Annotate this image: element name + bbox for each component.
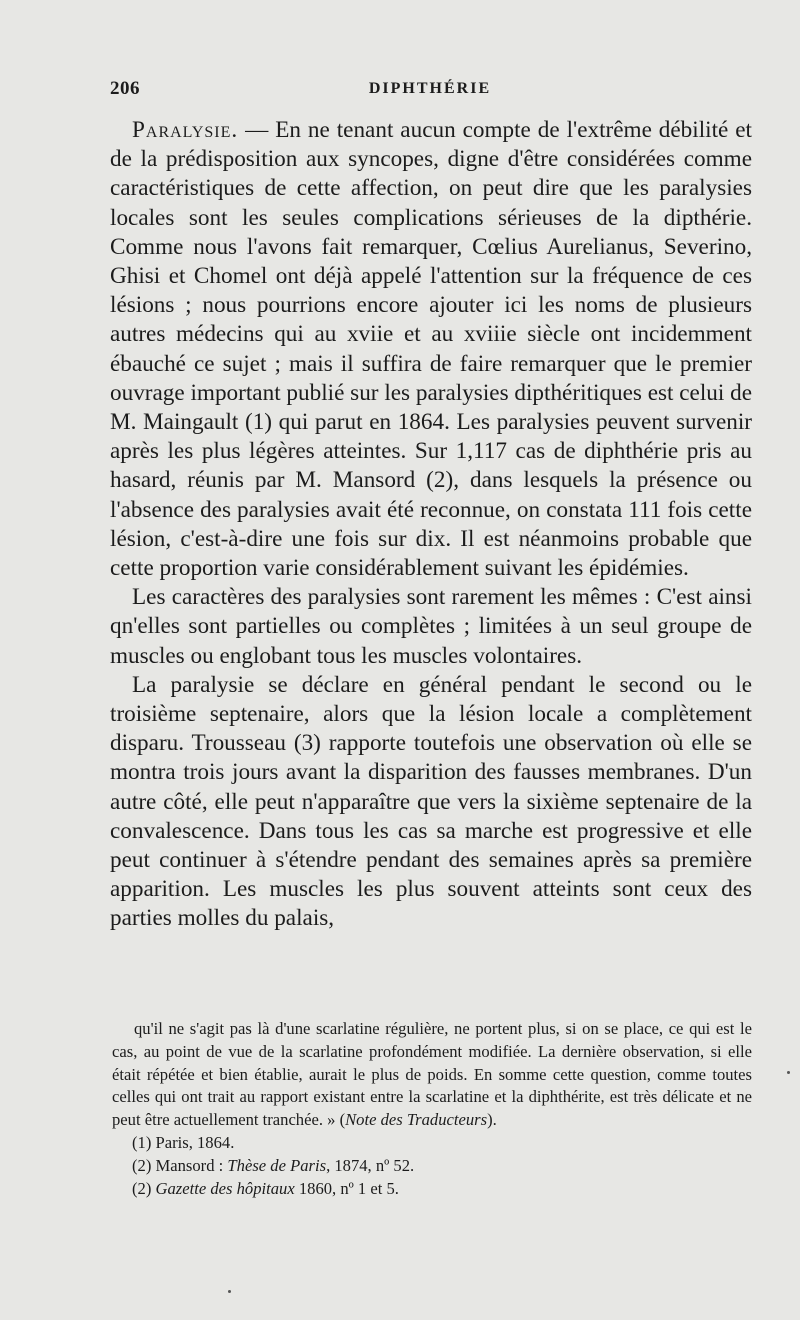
- paper-speck: [228, 1290, 231, 1293]
- footnote-title: Gazette des hôpitaux: [155, 1178, 295, 1198]
- footnote-text: Paris, 1864.: [155, 1132, 235, 1152]
- footnote-text: Mansord :: [155, 1155, 228, 1175]
- paragraph-text: — En ne tenant aucun compte de l'extrême débilité et de la prédisposition aux syncopes, digne d'être considérées comme caractéristiques de cette affection, on peut dire que les paralysies locales sont les seules complications sérieuses de la dipthérie. Comme nous l'avons fait remarquer, Cœlius Aurelianus, Severino, Ghisi et Chomel ont déjà appelé l'attention sur la fréquence de ces lésions ; nous pourrions encore ajouter ici les noms de plusieurs autres médecins qui au xviie et au xviiie siècle ont incidemment ébauché ce sujet ; mais il suffira de faire remarquer que le premier ouvrage important publié sur les paralysies dipthéritiques est celui de M. Maingault (1) qui parut en 1864. Les paralysies peuvent survenir après les plus légères atteintes. Sur 1,117 cas de diphthérie pris au hasard, réunis par M. Mansord (2), dans lesquels la présence ou l'absence des paralysies avait été reconnue, on constata 111 fois cette lésion, c'est-à-dire une fois sur dix. Il est néanmoins probable que cette proportion varie considérablement suivant les épidémies.: [110, 117, 752, 582]
- footnote-continuation-text: qu'il ne s'agit pas là d'une scarlatine régulière, ne portent plus, si on se place, ce qui est le cas, au point de vue de la scarlatine profondément modifiée. La dernière observation, si elle était répétée et bien établie, aurait le plus de poids. En somme cette question, comme toutes celles qui ont trait au rapport existant entre la scarlatine et la diphthérite, est très délicate et ne peut être actuellement tranchée. » (: [112, 1019, 752, 1130]
- paragraph-paralysie-declare: La paralysie se déclare en général pendant le second ou le troisième septenaire, alors que la lésion locale a complètement disparu. Trousseau (3) rapporte toutefois une observation où elle se montra trois jours avant la disparition des fausses membranes. D'un autre côté, elle peut n'apparaître que vers la sixième septenaire de la convalescence. Dans tous les cas sa marche est progressive et elle peut continuer à s'étendre pendant des semaines après sa première apparition. Les muscles les plus souvent atteints sont ceux des parties molles du palais,: [110, 671, 752, 932]
- footnote-1: [132, 1132, 752, 1155]
- translators-note: Note des Traducteurs: [345, 1110, 488, 1130]
- paragraph-paralysie: [110, 116, 752, 583]
- footnote-3: [132, 1178, 752, 1201]
- footnote-2: [132, 1155, 752, 1178]
- footnote-list: [112, 1132, 752, 1200]
- footnote-mark: (2): [132, 1178, 152, 1198]
- paper-speck: [787, 1071, 790, 1074]
- footnote-mark: (1): [132, 1132, 152, 1152]
- paragraph-caracteres: Les caractères des paralysies sont rarement les mêmes : C'est ainsi qn'elles sont partielles ou complètes ; limitées à un seul groupe de muscles ou englobant tous les muscles volontaires.: [110, 584, 752, 669]
- running-title: DIPHTHÉRIE: [368, 80, 492, 97]
- footnote-continuation-end: ).: [487, 1110, 497, 1130]
- footnotes: [112, 1018, 752, 1200]
- body-text: [110, 116, 752, 934]
- page-header: [110, 78, 750, 104]
- section-lead: Paralysie.: [132, 117, 239, 143]
- page-number: 206: [110, 78, 140, 99]
- footnote-tail: 1860, nº 1 et 5.: [294, 1178, 399, 1198]
- footnote-tail: , 1874, nº 52.: [326, 1155, 415, 1175]
- footnote-title: Thèse de Paris: [227, 1155, 327, 1175]
- footnote-continuation: [112, 1018, 752, 1132]
- footnote-mark: (2): [132, 1155, 152, 1175]
